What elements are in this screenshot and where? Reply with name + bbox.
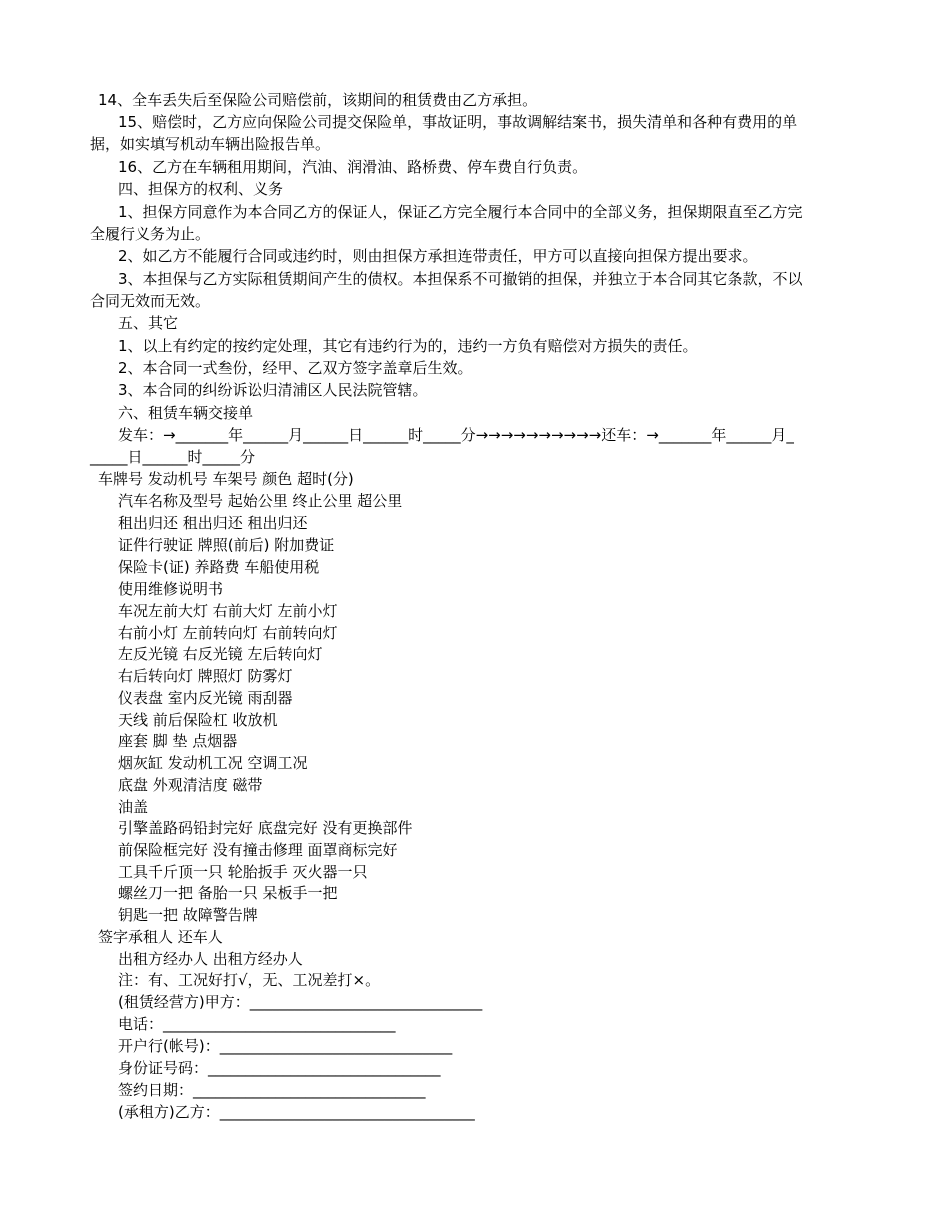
signature-row: 签字承租人 还车人 [98, 928, 223, 946]
clause-15: 15、赔偿时，乙方应向保险公司提交保险单，事故证明，事故调解结案书，损失清单和各种有费用的单 [118, 113, 798, 131]
handover-row: 租出归还 租出归还 租出归还 [118, 514, 308, 532]
clause-14: 14、全车丢失后至保险公司赔偿前，该期间的租赁费由乙方承担。 [98, 91, 538, 109]
handover-row: 汽车名称及型号 起始公里 终止公里 超公里 [118, 492, 403, 510]
clause-15-cont: 据，如实填写机动车辆出险报告单。 [90, 135, 331, 153]
handover-row: 证件行驶证 牌照(前后) 附加费证 [118, 536, 335, 554]
other-clause-1: 1、以上有约定的按约定处理，其它有违约行为的，违约一方负有赔偿对方损失的责任。 [118, 337, 698, 355]
handover-row: 油盖 [118, 798, 149, 816]
other-clause-2: 2、本合同一式叁份，经甲、乙双方签字盖章后生效。 [118, 359, 473, 377]
handover-row: 引擎盖路码铅封完好 底盘完好 没有更换部件 [118, 819, 413, 837]
handover-row: 螺丝刀一把 备胎一只 呆板手一把 [118, 884, 338, 902]
handover-row: 工具千斤顶一只 轮胎扳手 灭火器一只 [118, 863, 368, 881]
handover-dates: 发车：→_______年______月______日______时_____分→→→→→→→→→→还车：→_______年______月_ [118, 426, 794, 444]
handover-row: 左反光镜 右反光镜 左后转向灯 [118, 645, 323, 663]
handover-row: 使用维修说明书 [118, 580, 224, 598]
guarantor-clause-3: 3、本担保与乙方实际租赁期间产生的债权。本担保系不可撤销的担保，并独立于本合同其它条款，不以 [118, 270, 803, 288]
signature-row: 出租方经办人 出租方经办人 [118, 950, 303, 968]
handover-row: 前保险框完好 没有撞击修理 面罩商标完好 [118, 841, 398, 859]
signing-date-field: 签约日期：_______________________________ [118, 1081, 426, 1099]
handover-row: 右后转向灯 牌照灯 防雾灯 [118, 667, 293, 685]
handover-dates-cont: _____日______时_____分 [90, 448, 256, 466]
section-heading-guarantor: 四、担保方的权利、义务 [118, 180, 284, 198]
guarantor-clause-1-cont: 全履行义务为止。 [90, 225, 211, 243]
party-a-field: (租赁经营方)甲方：_______________________________ [118, 993, 483, 1011]
guarantor-clause-1: 1、担保方同意作为本合同乙方的保证人，保证乙方完全履行本合同中的全部义务，担保期限直至乙方完 [118, 203, 803, 221]
marking-note: 注：有、工况好打√，无、工况差打×。 [118, 971, 381, 989]
id-number-field: 身份证号码：_______________________________ [118, 1059, 441, 1077]
handover-row: 车牌号 发动机号 车架号 颜色 超时(分) [98, 470, 354, 488]
phone-field: 电话：_______________________________ [118, 1015, 396, 1033]
handover-row: 座套 脚 垫 点烟器 [118, 732, 238, 750]
handover-row: 车况左前大灯 右前大灯 左前小灯 [118, 602, 338, 620]
section-heading-handover: 六、租赁车辆交接单 [118, 404, 254, 422]
handover-row: 烟灰缸 发动机工况 空调工况 [118, 754, 308, 772]
handover-row: 仪表盘 室内反光镜 雨刮器 [118, 689, 293, 707]
handover-row: 天线 前后保险杠 收放机 [118, 711, 278, 729]
section-heading-other: 五、其它 [118, 314, 179, 332]
clause-16: 16、乙方在车辆租用期间，汽油、润滑油、路桥费、停车费自行负责。 [118, 158, 588, 176]
handover-row: 右前小灯 左前转向灯 右前转向灯 [118, 624, 338, 642]
handover-row: 保险卡(证) 养路费 车船使用税 [118, 558, 320, 576]
guarantor-clause-2: 2、如乙方不能履行合同或违约时，则由担保方承担连带责任，甲方可以直接向担保方提出要求。 [118, 247, 758, 265]
party-b-field: (承租方)乙方：__________________________________ [118, 1103, 475, 1121]
handover-row: 底盘 外观清洁度 磁带 [118, 776, 263, 794]
other-clause-3: 3、本合同的纠纷诉讼归清浦区人民法院管辖。 [118, 381, 428, 399]
guarantor-clause-3-cont: 合同无效而无效。 [90, 292, 211, 310]
bank-account-field: 开户行(帐号)：_______________________________ [118, 1037, 453, 1055]
handover-row: 钥匙一把 故障警告牌 [118, 906, 258, 924]
